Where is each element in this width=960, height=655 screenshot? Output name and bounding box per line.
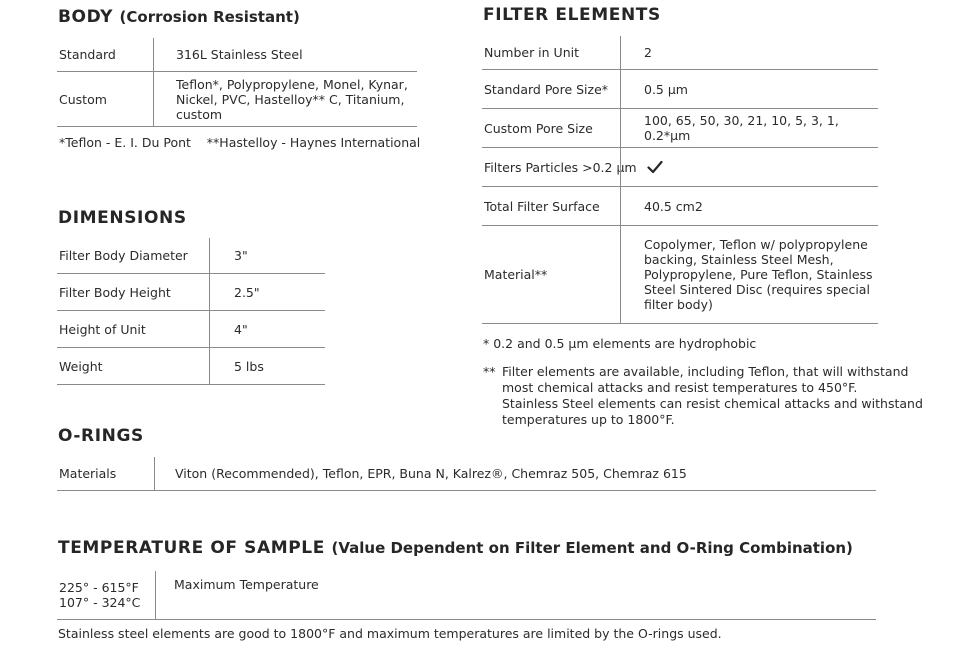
row-value-text: 5 lbs [234, 358, 264, 374]
orings-title: O-RINGS [58, 426, 144, 446]
body-subtitle: (Corrosion Resistant) [119, 8, 300, 26]
row-value [209, 348, 264, 384]
row-value-text: 3" [234, 248, 248, 263]
row-label [484, 148, 637, 186]
row-value-text: Maximum Temperature [174, 577, 319, 592]
body-table [57, 38, 417, 127]
temp-range-f: 225° - 615°F [59, 580, 139, 595]
row-value-line: backing, Stainless Steel Mesh, [644, 252, 834, 267]
orings-table [57, 457, 876, 491]
row-value [209, 274, 260, 310]
row-value-text: 2 [644, 45, 652, 60]
body-section-title [58, 7, 300, 27]
row-value-text: 0.5 µm [644, 81, 688, 97]
filter-note-marker: ** [483, 364, 496, 379]
row-value [620, 70, 688, 108]
table-row [482, 36, 878, 70]
row-value-line: custom [176, 106, 223, 122]
row-value-text: 100, 65, 50, 30, 21, 10, 5, 3, 1, 0.2*µm [644, 113, 839, 143]
row-value [209, 311, 248, 347]
row-value [620, 226, 873, 323]
row-value-line: filter body) [644, 297, 713, 312]
row-value-text: 2.5" [234, 284, 260, 300]
body-title: BODY [58, 7, 113, 27]
table-row [57, 72, 417, 127]
table-row [57, 348, 325, 385]
note-line: temperatures up to 1800°F. [502, 412, 675, 427]
note-line: most chemical attacks and resist temperatures to 450°F. [502, 380, 858, 395]
dimensions-table [57, 238, 325, 385]
row-label: Standard [59, 47, 116, 62]
row-value [154, 457, 687, 490]
row-label: Custom Pore Size [484, 120, 593, 136]
filter-note-temperatures [502, 364, 923, 428]
row-value-line: Teflon*, Polypropylene, Monel, Kynar, [176, 76, 408, 92]
table-row [482, 187, 878, 226]
table-row [57, 238, 325, 274]
row-value [620, 187, 703, 225]
row-value-text: 4" [234, 321, 248, 337]
note-line: Stainless Steel elements can resist chemical attacks and withstand [502, 396, 923, 411]
row-label: Weight [59, 358, 103, 374]
row-value [153, 38, 303, 71]
row-label [59, 571, 140, 619]
body-footnote: *Teflon - E. I. Du Pont **Hastelloy - Haynes International [59, 135, 421, 150]
filter-elements-title: FILTER ELEMENTS [483, 5, 661, 25]
row-value [153, 72, 408, 126]
temperature-section-title [58, 538, 853, 558]
row-value-text: Viton (Recommended), Teflon, EPR, Buna N, Kalrez®, Chemraz 505, Chemraz 615 [175, 466, 687, 481]
row-value [620, 148, 663, 186]
row-value-text: 40.5 cm2 [644, 198, 703, 214]
row-label: Material** [484, 267, 548, 282]
row-label: Total Filter Surface [484, 198, 600, 214]
temperature-title: TEMPERATURE OF SAMPLE [58, 538, 325, 558]
table-row [482, 148, 878, 187]
table-row [57, 571, 876, 620]
row-label-line: >0.2 µm [582, 159, 637, 175]
row-value-line: Nickel, PVC, Hastelloy** C, Titanium, [176, 91, 405, 107]
row-value-line: Copolymer, Teflon w/ polypropylene [644, 237, 868, 252]
table-row [482, 109, 878, 148]
row-value [155, 571, 319, 619]
table-row [57, 38, 417, 72]
row-label: Standard Pore Size* [484, 81, 609, 97]
dimensions-title: DIMENSIONS [58, 208, 187, 228]
row-label: Custom [59, 91, 107, 107]
row-value-line: Polypropylene, Pure Teflon, Stainless [644, 267, 873, 282]
row-label: Height of Unit [59, 321, 146, 337]
table-row [57, 457, 876, 491]
filter-elements-table [482, 36, 878, 324]
row-label: Filter Body Diameter [59, 248, 188, 263]
temperature-subtitle: (Value Dependent on Filter Element and O-Ring Combination) [331, 539, 853, 557]
row-value [620, 36, 652, 69]
filter-note-hydrophobic: * 0.2 and 0.5 µm elements are hydrophobic [483, 336, 757, 351]
row-label: Filter Body Height [59, 284, 171, 300]
temperature-table [57, 571, 876, 620]
checkmark-icon [647, 159, 663, 175]
table-row [482, 70, 878, 109]
row-value [620, 109, 878, 147]
row-label-line: Filters Particles [484, 159, 579, 175]
table-row [57, 274, 325, 311]
note-line: Filter elements are available, including Teflon, that will withstand [502, 364, 909, 379]
table-row [57, 311, 325, 348]
row-value-line: Steel Sintered Disc (requires special [644, 282, 870, 297]
temp-range-c: 107° - 324°C [59, 595, 141, 610]
row-label: Number in Unit [484, 45, 580, 60]
row-value-text: 316L Stainless Steel [176, 47, 303, 62]
row-value [209, 238, 248, 273]
temperature-footnote: Stainless steel elements are good to 1800°F and maximum temperatures are limited by the O-rings used. [58, 626, 722, 641]
table-row [482, 226, 878, 324]
row-label: Materials [59, 466, 117, 481]
